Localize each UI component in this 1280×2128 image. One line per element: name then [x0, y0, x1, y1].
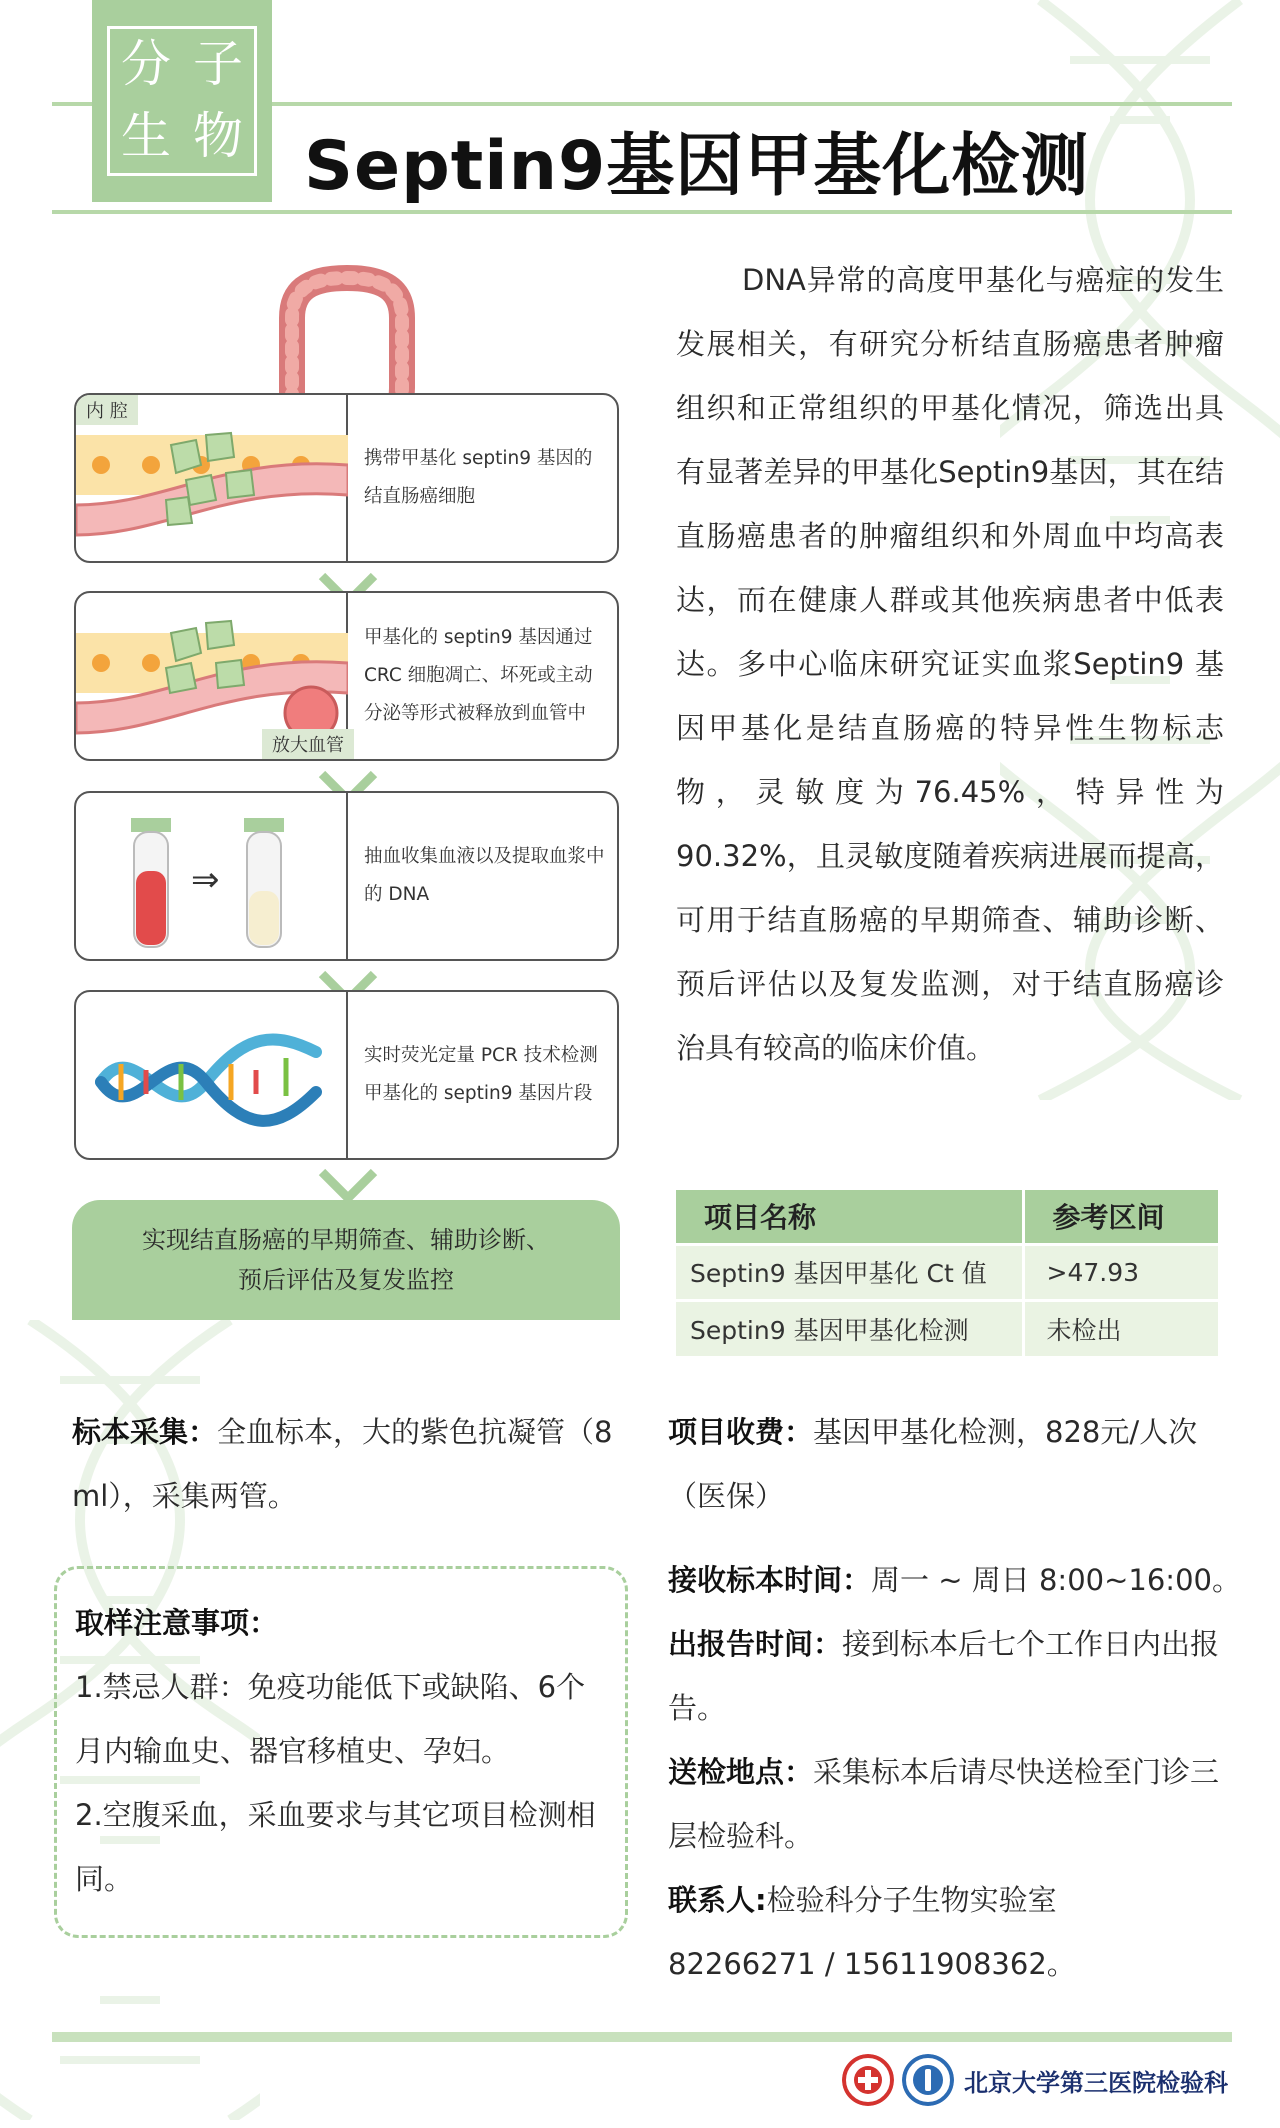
intro-text: DNA异常的高度甲基化与癌症的发生发展相关，有研究分析结直肠癌患者肿瘤组织和正常组织的甲基化情况，筛选出具有显著差异的甲基化Septin9基因，其在结直肠癌患者的肿瘤组织和外周血中均高表达，而在健康人群或其他疾病患者中低表达。多中心临床研究证实血浆Septin9 基因甲基化是结直肠癌的特异性生物标志物，灵敏度为76.45%，特异性为90.32%，且灵敏度随着疾病进展而提高，可用于结直肠癌的早期筛查、辅助诊断、预后评估以及复发监测，对于结直肠癌诊治具有较高的临床价值。 [676, 263, 1224, 1065]
summary-line: 预后评估及复发监控 [238, 1266, 454, 1294]
fee-value: 基因甲基化检测，828元/人次（医保） [668, 1415, 1198, 1513]
step-text: 实时荧光定量 PCR 技术检测甲基化的 septin9 基因片段 [364, 1045, 598, 1104]
flow-step-4 [74, 990, 619, 1160]
logo-char: 分 [121, 35, 171, 93]
intro-paragraph [676, 248, 1224, 1080]
footer-line [52, 2032, 1232, 2042]
table-cell: Septin9 基因甲基化检测 [676, 1300, 1023, 1356]
location-label: 送检地点： [668, 1755, 814, 1789]
receive-time-label: 接收标本时间： [668, 1563, 872, 1597]
report-time-info [668, 1612, 1228, 1740]
notes-title: 取样注意事项： [75, 1606, 279, 1640]
svg-text:⇒: ⇒ [191, 860, 220, 900]
flow-summary [72, 1200, 620, 1320]
page-title: Septin9基因甲基化检测 [304, 127, 1090, 206]
header-line-bottom [52, 210, 1232, 214]
table-row [676, 1300, 1218, 1356]
summary-line: 实现结直肠癌的早期筛查、辅助诊断、 [142, 1226, 550, 1254]
flow-step-3 [74, 791, 619, 961]
header [0, 0, 1280, 230]
report-time-label: 出报告时间： [668, 1627, 843, 1661]
logo-char: 子 [193, 35, 243, 93]
hospital-name: 北京大学第三医院检验科 [964, 2068, 1228, 2097]
logo-char: 物 [193, 107, 243, 165]
tube-illustration [76, 793, 348, 959]
hospital-emblem-icon [842, 2054, 894, 2106]
blood-tube-icon [76, 793, 348, 961]
table-header: 项目名称 [676, 1190, 1023, 1244]
chevron-down-icon [318, 1168, 378, 1204]
contact-label: 联系人: [668, 1883, 767, 1917]
flow-step-1 [74, 393, 619, 563]
location-info [668, 1740, 1228, 1868]
specimen-label: 标本采集： [72, 1415, 218, 1449]
specimen-info [72, 1400, 632, 1528]
footer [834, 2050, 1228, 2110]
table-header-row [676, 1190, 1218, 1244]
contact-value: 检验科分子生物实验室 82266271 / 15611908362。 [668, 1883, 1076, 1981]
step-tag: 放大血管 [262, 729, 354, 759]
step-text: 携带甲基化 septin9 基因的结直肠癌细胞 [364, 448, 593, 507]
lab-emblem-icon [902, 2054, 954, 2106]
table-cell: Septin9 基因甲基化 Ct 值 [676, 1244, 1023, 1300]
table-cell: 未检出 [1023, 1300, 1218, 1356]
sampling-notes [54, 1566, 628, 1938]
fee-label: 项目收费： [668, 1415, 814, 1449]
step-text: 甲基化的 septin9 基因通过 CRC 细胞凋亡、坏死或主动分泌等形式被释放到血管中 [364, 627, 593, 724]
step-tag: 内 腔 [76, 395, 138, 425]
logo-char: 生 [121, 107, 171, 165]
logo-frame [107, 26, 257, 176]
report-time-value: 接到标本后七个工作日内出报告。 [668, 1627, 1220, 1725]
table-header: 参考区间 [1023, 1190, 1218, 1244]
receive-time-value: 周一 ~ 周日 8:00~16:00。 [871, 1563, 1241, 1597]
table-row [676, 1244, 1218, 1300]
step-text: 抽血收集血液以及提取血浆中的 DNA [364, 846, 605, 905]
dna-illustration [76, 992, 348, 1158]
table-cell: >47.93 [1023, 1244, 1218, 1300]
notes-item: 1.禁忌人群：免疫功能低下或缺陷、6个月内输血史、器官移植史、孕妇。 [75, 1670, 586, 1768]
logo [92, 0, 272, 202]
specimen-value: 全血标本，大的紫色抗凝管（8 ml），采集两管。 [72, 1415, 613, 1513]
reference-table [676, 1190, 1218, 1356]
receive-time-info [668, 1548, 1248, 1612]
dna-helix-icon [76, 992, 348, 1160]
location-value: 采集标本后请尽快送检至门诊三层检验科。 [668, 1755, 1220, 1853]
notes-item: 2.空腹采血，采血要求与其它项目检测相同。 [75, 1798, 596, 1896]
fee-info [668, 1400, 1228, 1528]
contact-info [668, 1868, 1088, 1996]
flow-step-2 [74, 591, 619, 761]
